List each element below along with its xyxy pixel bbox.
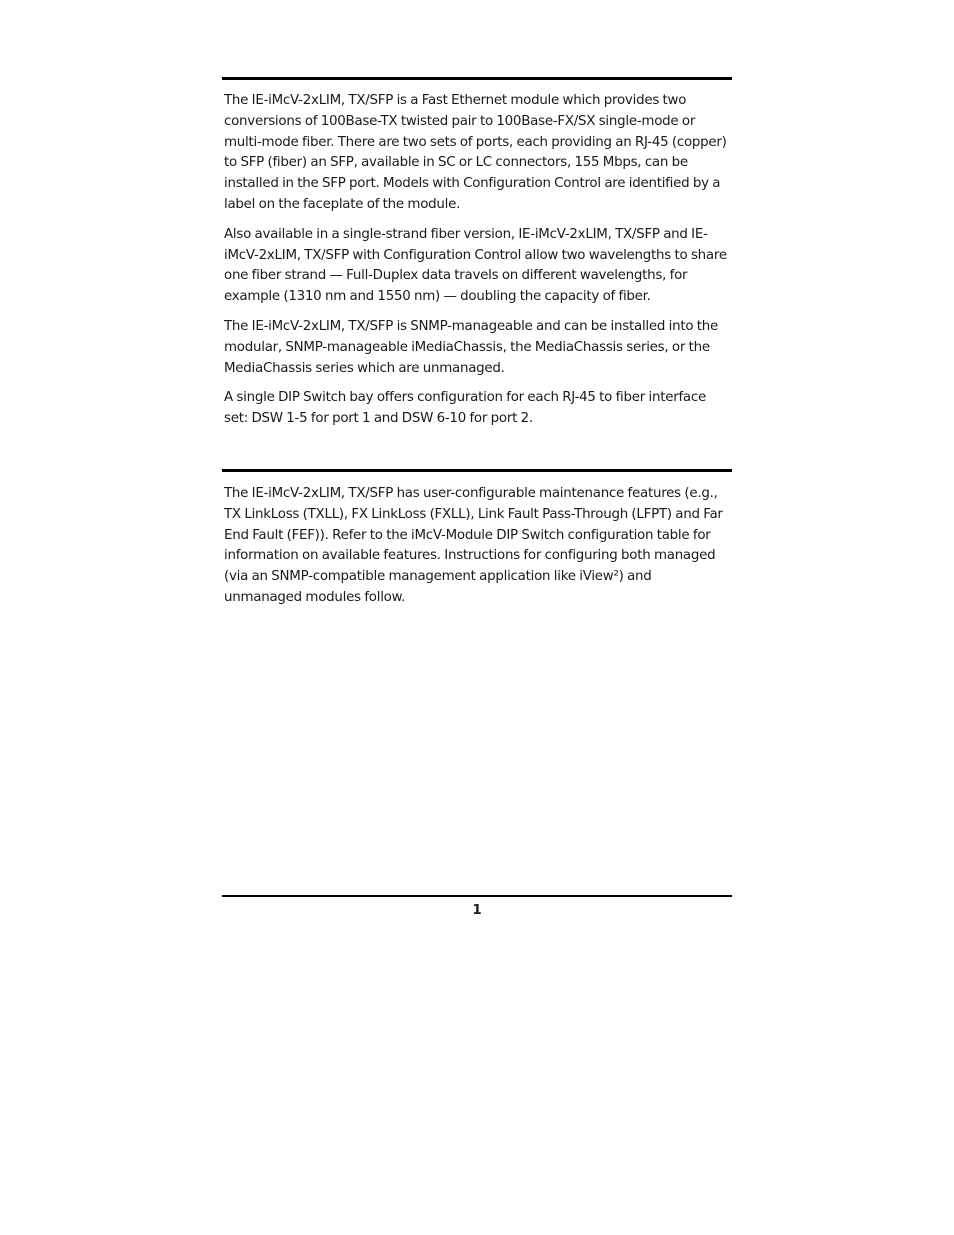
configuration-paragraph-1: The IE-iMcV-2xLIM, TX/SFP has user-configurable maintenance features (e.g., TX LinkLoss (TXLL), FX LinkLoss (FXLL), Link Fault Pass-Through (LFPT) and Far End Fault (FEF)). Refer to the iMcV-Module DIP Switch configuration table for information on available features. Instructions for configuring both managed (via an SNMP-compatible management application like iView²) and unmanaged modules follow. [224,486,723,605]
overview-paragraph-2: Also available in a single-strand fiber version, IE-iMcV-2xLIM, TX/SFP and IE-iMcV-2xLIM, TX/SFP with Configuration Control allow two wavelengths to share one fiber strand — Full-Duplex data travels on different wavelengths, for example (1310 nm and 1550 nm) — doubling the capacity of fiber. [224,226,727,305]
configuration-section [224,484,730,618]
document-page [222,0,732,1235]
page-number: 1 [472,903,482,918]
section-rule-middle [222,469,732,472]
overview-section [224,91,730,439]
footer-rule [222,895,732,897]
overview-paragraph-3: The IE-iMcV-2xLIM, TX/SFP is SNMP-manageable and can be installed into the modular, SNMP-manageable iMediaChassis, the MediaChassis series, or the MediaChassis series which are unmanaged. [224,318,719,376]
overview-paragraph-4: A single DIP Switch bay offers configuration for each RJ-45 to fiber interface set: DSW 1-5 for port 1 and DSW 6-10 for port 2. [224,390,706,427]
overview-paragraph-1: The IE-iMcV-2xLIM, TX/SFP is a Fast Ethernet module which provides two conversions of 100Base-TX twisted pair to 100Base-FX/SX single-mode or multi-mode fiber. There are two sets of ports, each providing an RJ-45 (copper) to SFP (fiber) an SFP, available in SC or LC connectors, 155 Mbps, can be installed in the SFP port. Models with Configuration Control are identified by a label on the faceplate of the module. [224,93,727,212]
section-rule-top [222,77,732,80]
